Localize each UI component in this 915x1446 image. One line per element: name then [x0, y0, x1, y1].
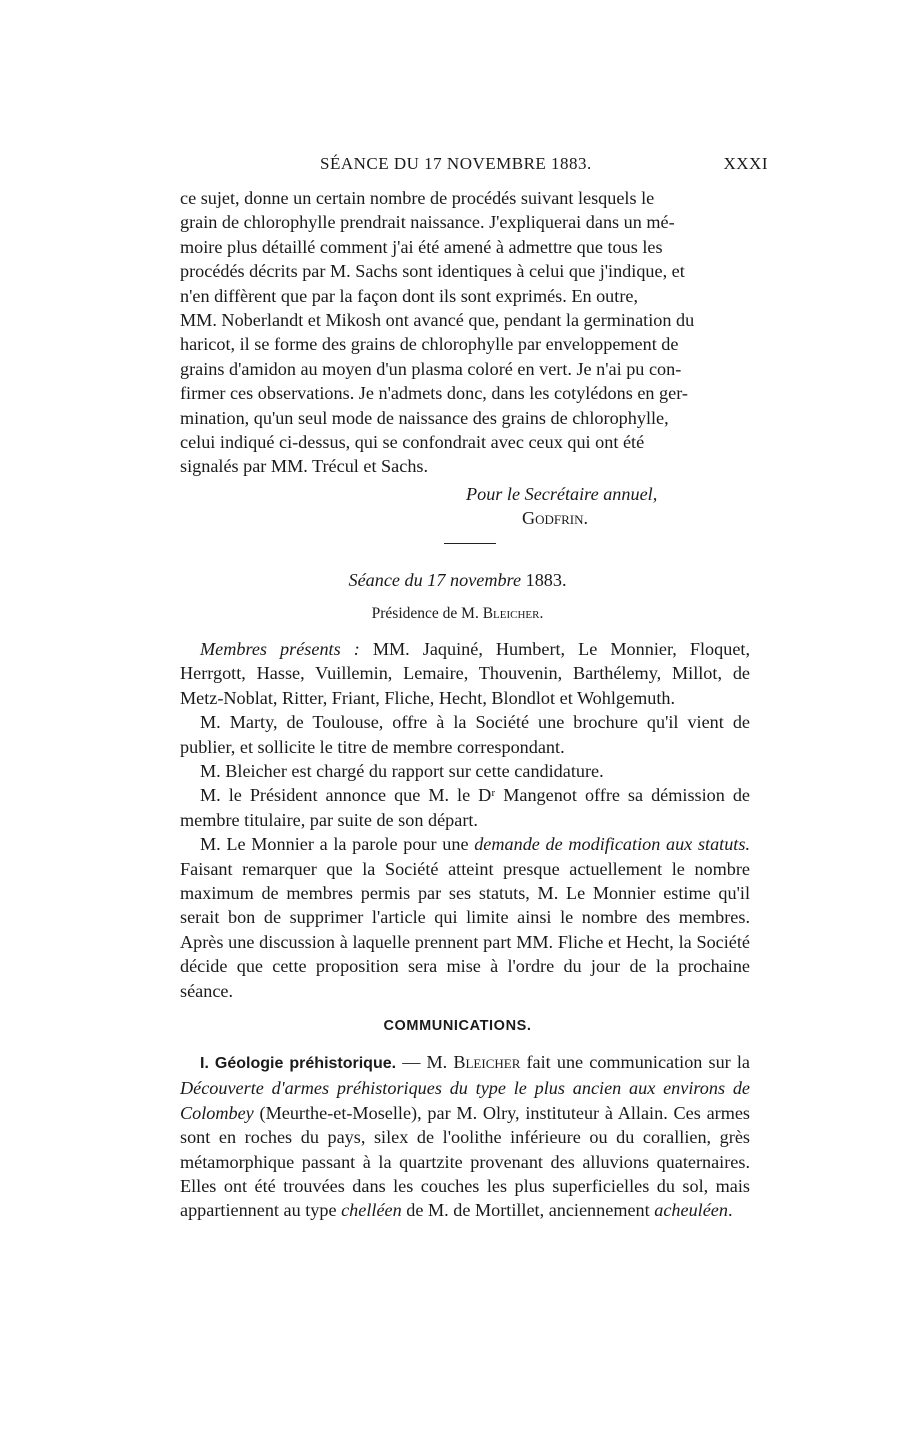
paragraph-text: fait une communication sur la [520, 1052, 750, 1072]
presidence-name: Bleicher. [482, 605, 544, 622]
paragraph-text: . [727, 1200, 733, 1221]
signature-role: Pour le Secrétaire annuel, [466, 484, 658, 504]
text-line: celui indiqué ci-dessus, qui se confondrait avec ceux qui ont été [180, 432, 645, 453]
paragraph: M. Marty, de Toulouse, offre à la Société une brochure qu'il vient de publier, et sollicite le titre de membre correspondant. [180, 712, 750, 757]
members-present-paragraph [180, 637, 750, 710]
presidence-line [0, 605, 915, 623]
text-line: haricot, il se forme des grains de chlorophylle par enveloppement de [180, 334, 679, 355]
text-line: moire plus détaillé comment j'ai été amené à admettre que tous les [180, 236, 663, 257]
paragraph: M. le Président annonce que M. le Dʳ Mangenot offre sa démission de membre titulaire, par suite de son départ. [180, 785, 750, 830]
text-line: procédés décrits par M. Sachs sont identiques à celui que j'indique, et [180, 261, 685, 282]
members-label: Membres présents : [200, 639, 360, 659]
text-line: grain de chlorophylle prendrait naissance. J'expliquerai dans un mé- [180, 212, 675, 233]
text-line: n'en diffèrent que par la façon dont ils sont exprimés. En outre, [180, 285, 638, 306]
communication-author: Bleicher [453, 1052, 521, 1072]
session-title-year: 1883. [525, 570, 567, 590]
text-line: firmer ces observations. Je n'admets donc, dans les cotylédons en ger- [180, 383, 688, 404]
section-divider [444, 543, 496, 544]
communications-section [180, 1050, 750, 1223]
paragraph-text: (Meurthe-et-Moselle), par M. Olry, instituteur à Allain. Ces armes sont en roches du pays, silex de l'oolithe inférieure ou du corallien, grès métamorphique passant à la quartzite provenant des alluvions quaternaires. Elles ont été trouvées dans les couches les plus superficielles du sol, mais appartiennent au type [180, 1102, 750, 1221]
paragraph-text: M. Le Monnier a la parole pour une [200, 834, 475, 855]
dash-text: — M. [396, 1052, 454, 1072]
paragraph-text: de M. de Mortillet, anciennement [401, 1200, 655, 1221]
paragraph-text: Faisant remarquer que la Société atteint presque actuellement le nombre maximum de membres permis par ses statuts, M. Le Monnier estime qu'il serait bon de supprimer l'article qui limite ainsi le nombre des membres. Après une discussion à laquelle prennent part MM. Fliche et Hecht, la Société décide que cette proposition sera mise à l'ordre du jour de la prochaine séance. [180, 858, 750, 1001]
type-term: acheuléen [654, 1200, 728, 1221]
communications-heading: COMMUNICATIONS. [383, 1018, 532, 1034]
members-list: MM. Jaquiné, Humbert, Le Monnier, Floquet, Herrgott, Hasse, Vuillemin, Lemaire, Thouvenin, Barthélemy, Millot, de Metz-Noblat, Ritter, Friant, Fliche, Hecht, Blondlot et Wohlgemuth. [180, 639, 750, 708]
text-line: MM. Noberlandt et Mikosh ont avancé que, pendant la germination du [180, 310, 695, 331]
paragraph-italic: demande de modification aux statuts. [474, 834, 750, 855]
communication-title: Découverte d'armes préhistoriques du type le plus ancien aux environs de Colombey [180, 1078, 750, 1123]
presidence-prefix: Présidence de M. [371, 605, 479, 622]
page-number: XXXI [723, 154, 768, 173]
session-title-date: 17 novembre [427, 570, 522, 590]
session-title [0, 570, 915, 591]
paragraph [180, 832, 750, 1003]
type-term: chelléen [341, 1200, 402, 1221]
running-title: SÉANCE DU 17 NOVEMBRE 1883. [320, 154, 592, 173]
text-line: signalés par MM. Trécul et Sachs. [180, 456, 429, 477]
communication-paragraph [180, 1050, 750, 1223]
communication-label: I. Géologie préhistorique. [200, 1055, 397, 1072]
page-header [180, 154, 768, 178]
text-line: mination, qu'un seul mode de naissance des grains de chlorophylle, [180, 407, 669, 428]
session-title-prefix: Séance du [348, 570, 423, 590]
text-line: ce sujet, donne un certain nombre de procédés suivant lesquels le [180, 188, 655, 208]
minutes-section [180, 637, 750, 1003]
paragraph: M. Bleicher est chargé du rapport sur cette candidature. [200, 761, 604, 782]
text-line: grains d'amidon au moyen d'un plasma coloré en vert. Je n'ai pu con- [180, 358, 682, 379]
signature-name: Godfrin. [522, 508, 589, 528]
continued-paragraph [180, 186, 750, 479]
